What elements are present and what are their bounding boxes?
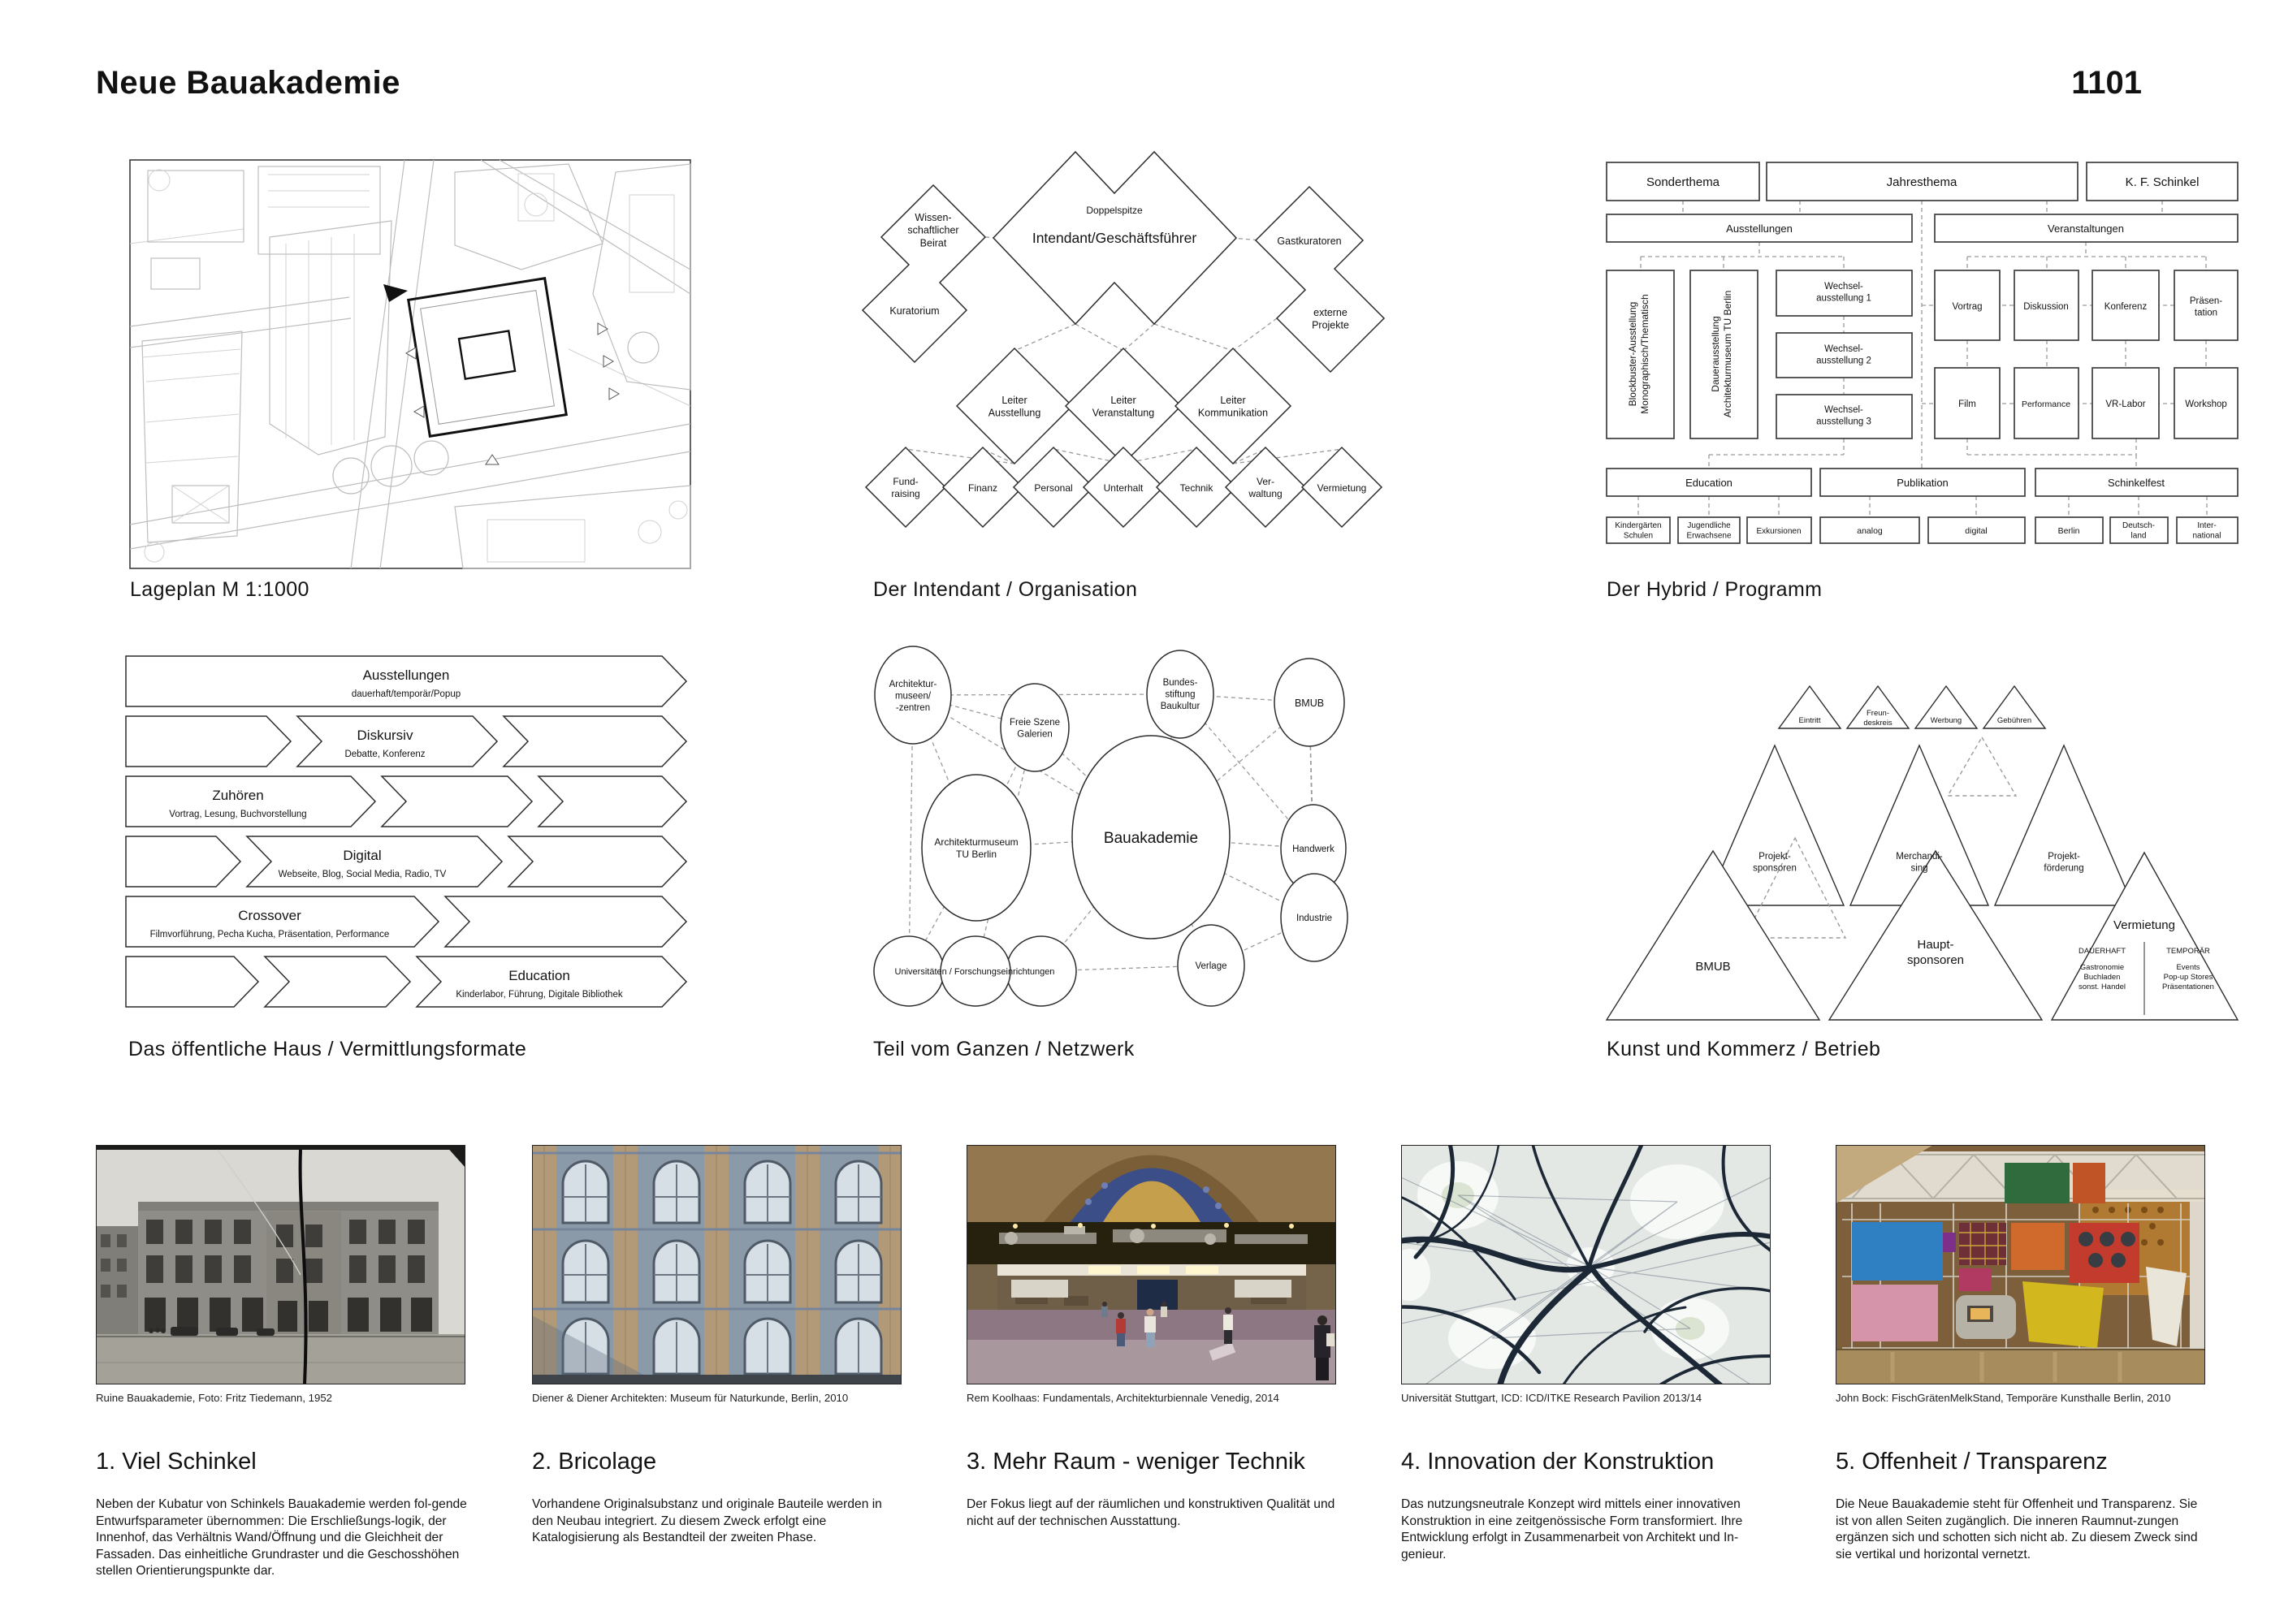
node-tu-berlin (922, 775, 1031, 921)
svg-text:Handwerk: Handwerk (1292, 844, 1334, 854)
svg-text:Vortrag, Lesung, Buchvorstellu: Vortrag, Lesung, Buchvorstellung (169, 810, 307, 819)
svg-text:Universitäten / Forschungseinr: Universitäten / Forschungseinrichtungen (894, 967, 1055, 977)
svg-text:LeiterVeranstaltung: Leiter Veranstaltung (1092, 395, 1155, 419)
triangle-dashed-top (1948, 737, 2016, 796)
svg-text:Industrie: Industrie (1296, 914, 1333, 923)
svg-text:Bauakademie: Bauakademie (1103, 830, 1199, 847)
svg-text:Projekt-förderung: Projekt-förderung (2044, 852, 2084, 874)
diamond-fundraising (866, 447, 945, 527)
caption-kunst: Kunst und Kommerz / Betrieb (1607, 1038, 1881, 1060)
section-heading-1: 1. Viel Schinkel (96, 1449, 257, 1475)
svg-text:Sonderthema: Sonderthema (1646, 175, 1720, 189)
arrow-empty (508, 836, 686, 887)
photo-museum-naturkunde (532, 1145, 902, 1384)
svg-text:Publikation: Publikation (1897, 477, 1949, 489)
svg-text:Doppelspitze: Doppelspitze (1086, 205, 1143, 216)
section-body-1: Neben der Kubatur von Schinkels Bauakademie werden fol-gende Entwurfsparameter übernommen: Die Erschließungs-logik, der Innenhof, das Verhältnis Wand/Öffnung und die Gleichheit der Fassaden. Das einheitliche Grundraster und die Geschosshöhen stellen Orientierungspunkte dar. (96, 1497, 467, 1579)
intendant-diagram (861, 146, 1397, 601)
hybrid-diagram (1600, 158, 2250, 548)
svg-text:Projekt-sponsoren: Projekt-sponsoren (1753, 852, 1797, 874)
svg-text:Jahresthema: Jahresthema (1886, 175, 1957, 189)
svg-text:Haupt-sponsoren: Haupt-sponsoren (1906, 938, 1965, 967)
svg-text:dauerhaft/temporär/Popup: dauerhaft/temporär/Popup (351, 689, 461, 699)
svg-text:Vermietung: Vermietung (1317, 482, 1367, 494)
svg-text:TEMPORÄR: TEMPORÄR (2166, 947, 2210, 956)
svg-text:Blockbuster-AusstellungMonogra: Blockbuster-AusstellungMonographisch/Thematisch (1627, 294, 1650, 414)
svg-text:Gebühren: Gebühren (1996, 716, 2032, 725)
svg-text:Eintritt: Eintritt (1798, 716, 1821, 725)
svg-text:BMUB: BMUB (1695, 960, 1731, 974)
photo-caption-2: Diener & Diener Architekten: Museum für Naturkunde, Berlin, 2010 (532, 1392, 849, 1404)
svg-text:KindergärtenSchulen: Kindergärten Schulen (1615, 521, 1662, 541)
section-body-2: Vorhandene Originalsubstanz und originale Bauteile werden in den Neubau integriert. Zu diesem Zweck erfolgt eine Katalogisierung als Bestandteil der zweiten Phase. (532, 1497, 882, 1545)
photo-ruine-bauakademie (96, 1145, 465, 1384)
photo-caption-3: Rem Koolhaas: Fundamentals, Architekturbiennale Venedig, 2014 (967, 1392, 1279, 1404)
svg-text:Kinderlabor, Führung, Digitale: Kinderlabor, Führung, Digitale Bibliothek (456, 990, 623, 1000)
svg-text:Architektur-museen/-zentren: Architektur-museen/ -zentren (889, 680, 937, 713)
svg-text:Finanz: Finanz (967, 482, 998, 494)
svg-text:Ver-waltung: Ver-waltung (1248, 476, 1283, 499)
photo-caption-4: Universität Stuttgart, ICD: ICD/ITKE Research Pavilion 2013/14 (1401, 1392, 1702, 1404)
svg-text:Exkursionen: Exkursionen (1756, 527, 1802, 536)
svg-text:Zuhören: Zuhören (212, 788, 264, 803)
svg-text:Konferenz: Konferenz (2104, 302, 2148, 312)
caption-hybrid: Der Hybrid / Programm (1607, 578, 1823, 601)
svg-text:Deutsch-land: Deutsch-land (2122, 521, 2156, 541)
diamond-leiter-kommunikation (1175, 348, 1291, 464)
svg-text:VR-Labor: VR-Labor (2105, 400, 2146, 409)
svg-text:ArchitekturmuseumTU Berlin: Architekturmuseum TU Berlin (934, 836, 1019, 860)
svg-text:DAUERHAFT: DAUERHAFT (2078, 947, 2126, 956)
svg-text:Performance: Performance (2021, 400, 2071, 409)
svg-text:Kuratorium: Kuratorium (889, 305, 940, 317)
svg-text:digital: digital (1965, 526, 1988, 536)
photo-biennale-venedig (967, 1145, 1336, 1384)
arrow-empty (539, 776, 686, 827)
diamond-leiter-veranstaltung (1066, 348, 1181, 464)
svg-text:K. F. Schinkel: K. F. Schinkel (2125, 175, 2200, 189)
svg-text:LeiterKommunikation: Leiter Kommunikation (1197, 395, 1269, 419)
svg-text:Intendant/Geschäftsführer: Intendant/Geschäftsführer (1032, 230, 1197, 246)
photo-research-pavilion (1401, 1145, 1771, 1384)
haus-diagram (122, 650, 699, 1015)
diamond-gastkuratoren-externe (1256, 187, 1384, 372)
arrow-empty (126, 836, 240, 887)
svg-text:Werbung: Werbung (1930, 716, 1962, 725)
arrow-empty (265, 957, 410, 1007)
caption-haus: Das öffentliche Haus / Vermittlungsformate (128, 1038, 527, 1060)
svg-text:Veranstaltungen: Veranstaltungen (2048, 222, 2124, 235)
svg-text:LeiterAusstellung: Leiter Ausstellung (988, 395, 1041, 419)
diamond-leiter-ausstellung (957, 348, 1072, 464)
site-plan-diagram (122, 154, 699, 572)
svg-text:Wissen-schaftlicherBeirat: Wissen-schaftlicher Beirat (907, 212, 959, 249)
svg-text:Schinkelfest: Schinkelfest (2107, 477, 2165, 489)
svg-text:Digital: Digital (343, 848, 382, 863)
svg-text:Wechsel-ausstellung 1: Wechsel-ausstellung 1 (1816, 282, 1871, 304)
photo-kunsthalle-melkstand (1836, 1145, 2205, 1384)
photo-caption-5: John Bock: FischGrätenMelkStand, Temporäre Kunsthalle Berlin, 2010 (1836, 1392, 2171, 1404)
svg-text:Berlin: Berlin (2057, 526, 2080, 536)
svg-text:EventsPop-up StoresPräsentatio: Events Pop-up Stores Präsentationen (2162, 963, 2214, 991)
svg-text:Diskursiv: Diskursiv (357, 728, 413, 743)
svg-text:DauerausstellungArchitekturmus: DauerausstellungArchitekturmuseum TU Berlin (1710, 290, 1733, 418)
svg-text:Wechsel-ausstellung 2: Wechsel-ausstellung 2 (1816, 344, 1871, 366)
svg-text:Education: Education (508, 968, 570, 983)
svg-text:Diskussion: Diskussion (2023, 302, 2069, 312)
svg-text:externeProjekte: externe Projekte (1312, 307, 1349, 331)
page-number: 1101 (2071, 65, 2142, 101)
arrow-empty (126, 716, 291, 767)
svg-text:Webseite, Blog, Social Media,: Webseite, Blog, Social Media, Radio, TV (278, 870, 447, 879)
svg-text:Crossover: Crossover (238, 908, 301, 923)
svg-text:Bundes-stiftungBaukultur: Bundes-stiftung Baukultur (1160, 678, 1200, 711)
svg-text:GastronomieBuchladensonst. Han: Gastronomie Buchladen sonst. Handel (2078, 963, 2126, 991)
netzwerk-nodes (874, 646, 1347, 1006)
svg-text:Education: Education (1685, 477, 1732, 489)
arrow-empty (504, 716, 686, 767)
svg-text:Unterhalt: Unterhalt (1103, 482, 1144, 494)
photo-caption-1: Ruine Bauakademie, Foto: Fritz Tiedemann, 1952 (96, 1392, 333, 1404)
arrow-empty (445, 896, 686, 947)
svg-text:Vermietung: Vermietung (2113, 918, 2175, 932)
svg-text:Ausstellungen: Ausstellungen (1726, 222, 1793, 235)
page-title: Neue Bauakademie (96, 65, 400, 101)
caption-lageplan: Lageplan M 1:1000 (130, 578, 309, 601)
svg-text:Film: Film (1958, 400, 1976, 409)
svg-text:Vortrag: Vortrag (1952, 302, 1983, 312)
svg-text:BMUB: BMUB (1294, 698, 1325, 709)
svg-text:Freun-deskreis: Freun-deskreis (1863, 709, 1893, 728)
svg-text:Debatte, Konferenz: Debatte, Konferenz (344, 749, 426, 759)
section-heading-2: 2. Bricolage (532, 1449, 657, 1475)
section-body-4: Das nutzungsneutrale Konzept wird mittels einer innovativen Konstruktion in eine zeitgenössische Form transformiert. Ihre Entwicklung erfolgt in Zusammenarbeit von Architekt und In-genieur. (1401, 1497, 1743, 1561)
svg-text:Präsen-tation: Präsen-tation (2189, 296, 2223, 318)
arrow-empty (382, 776, 532, 827)
section-heading-3: 3. Mehr Raum - weniger Technik (967, 1449, 1305, 1475)
netzwerk-diagram (861, 641, 1365, 1023)
caption-intendant: Der Intendant / Organisation (873, 578, 1138, 601)
caption-netzwerk: Teil vom Ganzen / Netzwerk (873, 1038, 1135, 1060)
triangle-projektfoerderung (1995, 745, 2133, 905)
kunst-diagram (1600, 682, 2250, 1027)
svg-text:Merchandi-sing: Merchandi-sing (1896, 852, 1943, 874)
section-body-3: Der Fokus liegt auf der räumlichen und konstruktiven Qualität und nicht auf der technischen Ausstattung. (967, 1497, 1335, 1528)
section-heading-4: 4. Innovation der Konstruktion (1401, 1449, 1715, 1475)
svg-text:Ausstellungen: Ausstellungen (362, 667, 450, 683)
svg-text:Workshop: Workshop (2185, 400, 2227, 409)
section-body-5: Die Neue Bauakademie steht für Offenheit und Transparenz. Sie ist von allen Seiten zugänglich. Die inneren Raumnut-zungen ergänzen sich und schotten sich nicht ab. Zu diesem Zweck sind sie vertikal und horizontal vernetzt. (1836, 1497, 2198, 1561)
section-heading-5: 5. Offenheit / Transparenz (1836, 1449, 2108, 1475)
svg-text:Personal: Personal (1034, 482, 1073, 494)
svg-text:Gastkuratoren: Gastkuratoren (1277, 235, 1342, 247)
svg-text:Freie SzeneGalerien: Freie Szene Galerien (1009, 718, 1061, 740)
svg-text:Inter-national: Inter-national (2192, 521, 2221, 541)
svg-text:Technik: Technik (1179, 482, 1213, 494)
svg-text:Filmvorführung, Pecha Kucha, P: Filmvorführung, Pecha Kucha, Präsentation, Performance (149, 930, 390, 939)
svg-text:analog: analog (1857, 526, 1883, 536)
node-freie-szene (1001, 684, 1069, 771)
svg-text:Fund-raising: Fund-raising (891, 476, 920, 499)
haus-arrows (126, 656, 686, 1007)
arrow-empty (126, 957, 258, 1007)
svg-text:Wechsel-ausstellung 3: Wechsel-ausstellung 3 (1816, 405, 1871, 427)
svg-text:JugendlicheErwachsene: Jugendliche Erwachsene (1686, 521, 1732, 541)
svg-text:Verlage: Verlage (1195, 961, 1227, 971)
